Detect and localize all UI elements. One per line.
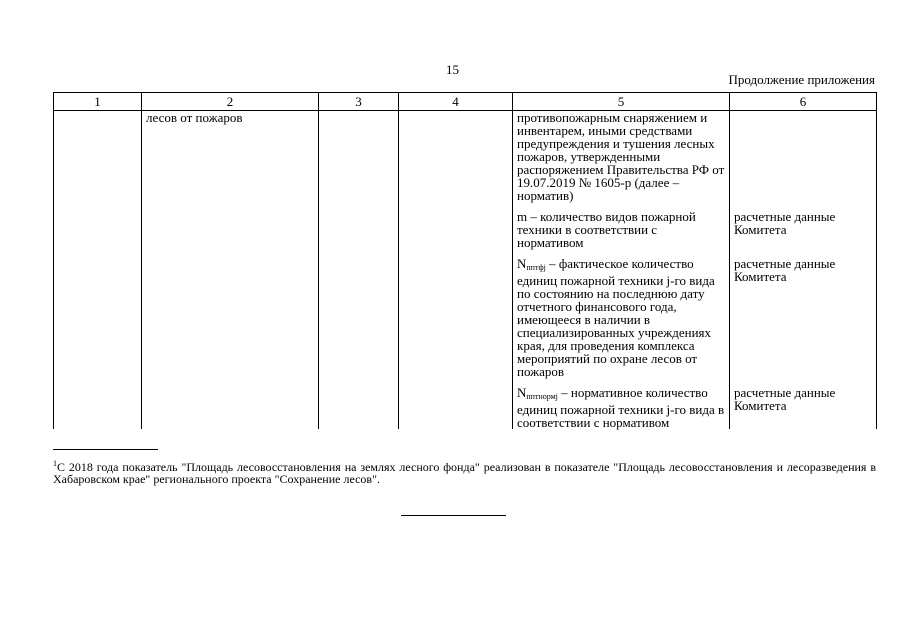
column-header: 3 <box>319 93 399 111</box>
variable-subscript: пптфj <box>526 263 546 272</box>
column-header: 5 <box>513 93 730 111</box>
variable-description: – фактическое количество единиц пожарной техники j-го вида по состоянию на последнюю дату отчетного финансового года, имеющееся в наличии в специализированных учреждениях края, для проведения комплекса мероприятий по охране лесов от пожаров <box>517 256 715 379</box>
footnote-divider <box>53 449 158 450</box>
column-header: 2 <box>142 93 319 111</box>
column-header: 6 <box>730 93 877 111</box>
footnote-text: С 2018 года показатель "Площадь лесовосстановления на землях лесного фонда" реализован в показателе "Площадь лесовосстановления и лесоразведения в Хабаровском крае" регионального проекта "Сохранение лесов". <box>53 460 876 486</box>
variable-symbol: N <box>517 385 527 400</box>
table-header-row <box>54 93 877 111</box>
table-cell <box>399 111 513 430</box>
footnote-marker: 1 <box>53 459 57 468</box>
data-source-cell <box>730 111 877 203</box>
formula-description-cell <box>513 386 730 429</box>
indicator-name-cell: лесов от пожаров <box>142 111 319 430</box>
variable-description: – нормативное количество единиц пожарной техники j-го вида в соответствии с нормативом <box>517 385 725 430</box>
end-divider <box>401 515 506 516</box>
page-number: 15 <box>446 62 459 77</box>
column-header: 4 <box>399 93 513 111</box>
continuation-label: Продолжение приложения <box>728 72 875 87</box>
footnote <box>53 458 876 485</box>
variable-symbol: N <box>517 256 527 271</box>
formula-description-cell: противопожарным снаряжением и инвентарем, иными средствами предупреждения и тушения лесных пожаров, утвержденными распоряжением Правительства РФ от 19.07.2019 № 1605-р (далее – норматив) <box>513 111 730 203</box>
column-header: 1 <box>54 93 142 111</box>
data-source-cell: расчетные данные Комитета <box>730 210 877 249</box>
formula-description-cell <box>513 257 730 378</box>
data-source-cell: расчетные данные Комитета <box>730 257 877 378</box>
data-source-cell: расчетные данные Комитета <box>730 386 877 429</box>
table-cell <box>54 111 142 430</box>
variable-subscript: пптнормj <box>526 392 558 401</box>
appendix-table <box>53 92 877 429</box>
formula-description-cell: m – количество видов пожарной техники в соответствии с нормативом <box>513 210 730 249</box>
table-row <box>54 111 877 203</box>
table-cell <box>319 111 399 430</box>
